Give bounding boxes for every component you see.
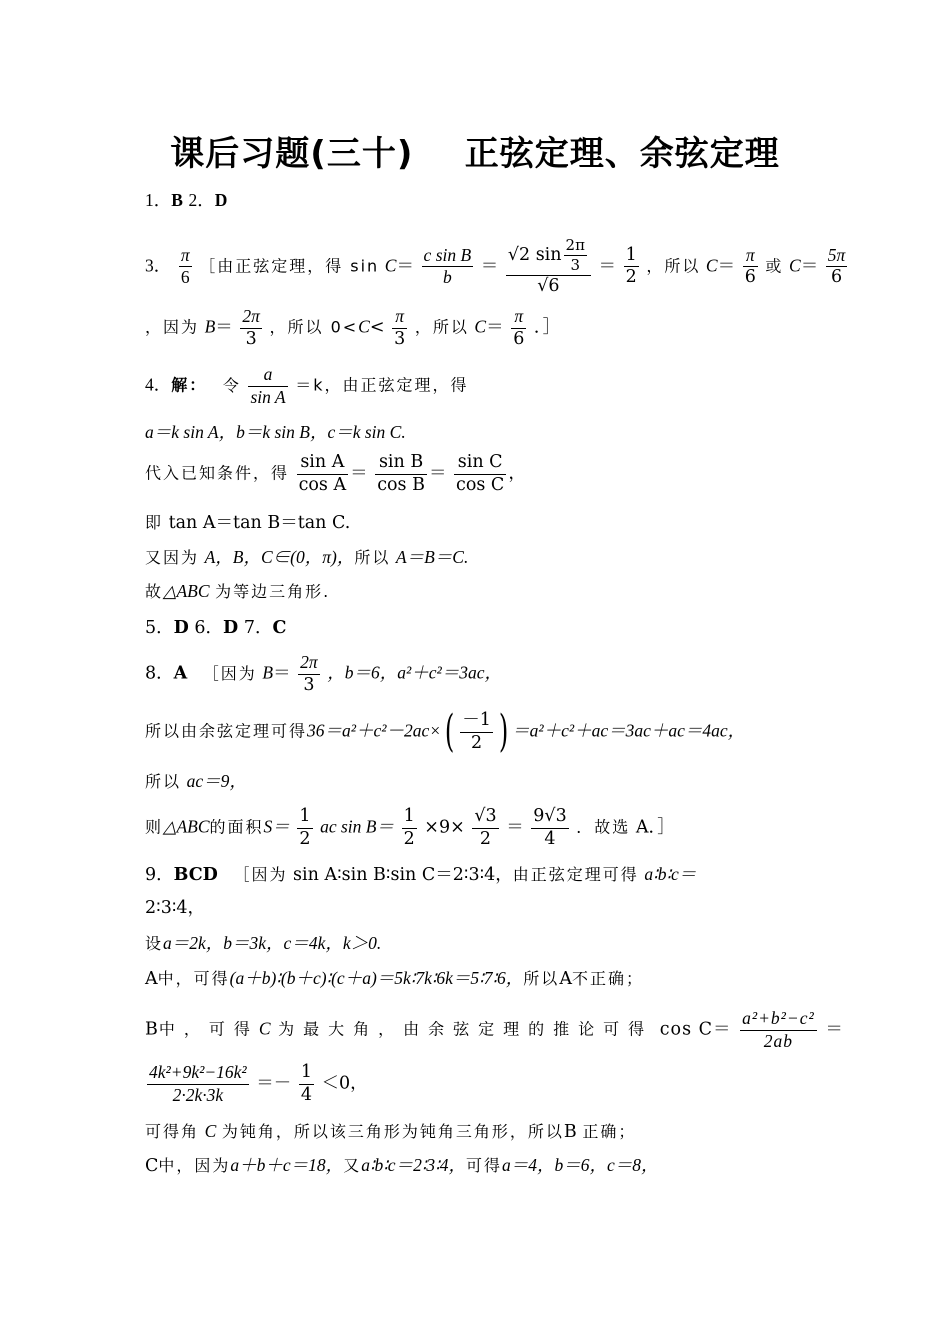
answer-fraction: $\frac{\pi}{6}$ bbox=[180, 244, 190, 288]
solution-8-line-3: 所以 ac＝9， bbox=[145, 771, 247, 791]
text: ［由正弦定理，得 sin bbox=[199, 256, 380, 276]
solution-8-line-2: 所以由余弦定理可得36＝a²＋c²－2ac×( $\frac{-1}{2}$ ) ＝a²＋c²＋ac＝3ac＋ac＝4ac， bbox=[145, 706, 746, 757]
answer-line-5-7: 5．D 6．D 7．C bbox=[145, 618, 287, 638]
answer-line-1-2 bbox=[145, 192, 227, 211]
fraction: $\frac{5\pi}{6}$ bbox=[827, 244, 846, 288]
solution-9-line-6: $\frac{\text{4k²+9k²−16k²}}{2\cdot 2k\cdot 3k}$ ＝－ $\frac{1}{4}$ ＜0， bbox=[149, 1062, 368, 1105]
solution-9-line-4: A中，可得(a＋b)∶(b＋c)∶(c＋a)＝5k∶7k∶6k＝5∶7∶6，所以A不正确； bbox=[145, 968, 644, 989]
solution-4-line-4: 即 tan A＝tan B＝tan C. bbox=[145, 513, 351, 533]
page-title: 课后习题(三十) 正弦定理、余弦定理 bbox=[170, 134, 780, 174]
question-number: 2． bbox=[188, 190, 215, 210]
solution-3-line-1: 3． $\frac{\pi}{6}$ ［由正弦定理，得 sin C＝ $\frac{\text{c sin B}}{b}$ ＝ √2 sin $\frac{2\pi}{3}$ √6 ＝ $\frac{1}{2}$ ，所以 C＝ $\frac{\pi}{6}$ 或 C＝ $\frac{5\pi}{6}$ bbox=[145, 236, 846, 296]
solution-8-line-4: 则△ABC的面积S＝ $\frac{1}{2}$ ac sin B＝ $\frac{1}{2}$ ×9× $\frac{√3}{2}$ ＝ $\frac{9√3}{4}$ ．故选 A．］ bbox=[145, 806, 675, 849]
fraction: $\frac{\pi}{6}$ bbox=[744, 244, 756, 288]
solution-8-line-1: 8．A ［因为 B＝ $\frac{2\pi}{3}$ ，b＝6，a²＋c²＝3ac， bbox=[145, 652, 503, 695]
fraction: $\frac{\text{c sin B}}{b}$ bbox=[423, 244, 472, 288]
solution-4-line-1: 4．解： 令 $\frac{a}{\text{sin A}}$ ＝k，由正弦定理，得 bbox=[145, 364, 469, 407]
solution-4-line-3: 代入已知条件，得 $\frac{\text{sin A}}{\text{cos A}}$ ＝ $\frac{\text{sin B}}{\text{cos B}}$ ＝ $\frac{\text{sin C}}{\text{cos C}}$ ， bbox=[145, 452, 526, 495]
solution-9-line-3: 设a＝2k，b＝3k，c＝4k，k＞0. bbox=[145, 933, 382, 953]
answer: B bbox=[171, 190, 183, 210]
solution-9-line-5: B中，可得C 为最大角，由余弦定理的推论可得 cos C＝ $\frac{\text{a²+b²−c²}}{2ab}$ ＝ bbox=[145, 1008, 844, 1051]
answer: D bbox=[214, 190, 228, 210]
solution-9-line-2: 2∶3∶4， bbox=[145, 898, 206, 918]
solution-9-line-7: 可得角 C 为钝角，所以该三角形为钝角三角形，所以B 正确； bbox=[145, 1121, 637, 1142]
solution-4-line-6: 故△ABC 为等边三角形. bbox=[145, 581, 331, 601]
solution-9-line-1: 9．BCD ［因为 sin A∶sin B∶sin C＝2∶3∶4，由正弦定理可得 a∶b∶c＝ bbox=[145, 864, 697, 885]
solution-9-line-8: C中，因为a＋b＋c＝18，又a∶b∶c＝2∶3∶4，可得a＝4，b＝6，c＝8， bbox=[145, 1155, 659, 1176]
fraction: $\frac{1}{2}$ bbox=[625, 244, 637, 288]
fraction: √2 sin $\frac{2\pi}{3}$ √6 bbox=[506, 238, 591, 296]
solution-4-line-5: 又因为 A，B，C∈(0，π)，所以 A＝B＝C. bbox=[145, 547, 469, 567]
question-number: 1． bbox=[145, 190, 172, 210]
question-number: 3． bbox=[145, 255, 172, 276]
solution-4-line-2: a＝k sin A，b＝k sin B，c＝k sin C. bbox=[145, 422, 406, 442]
solution-3-line-2: ，因为 B＝ $\frac{2\pi}{3}$ ，所以 0<C< $\frac{\pi}{3}$ ，所以 C＝ $\frac{\pi}{6}$ ．］ bbox=[145, 306, 561, 349]
